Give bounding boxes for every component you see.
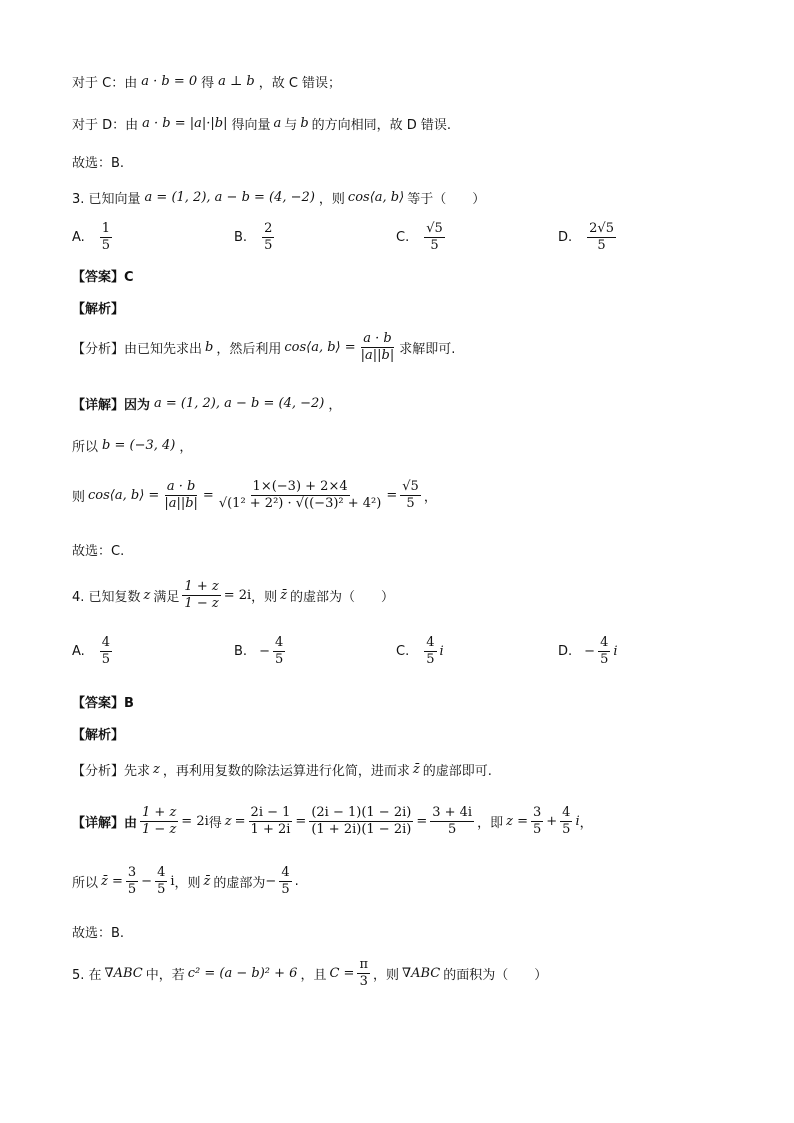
- math-eq: =: [295, 814, 307, 830]
- math-step1-frac: [249, 806, 293, 838]
- frac-den: 5: [264, 238, 273, 254]
- math-frac: [155, 866, 167, 898]
- option-label: B.: [234, 230, 248, 246]
- frac-num: 3: [531, 806, 543, 822]
- text: 的虚部即可.: [422, 764, 492, 779]
- line-choice-b: [72, 152, 124, 171]
- answer-4: [72, 692, 134, 711]
- math-z: z: [153, 762, 160, 777]
- option-fraction: [424, 222, 445, 254]
- text: 得向量: [231, 118, 271, 133]
- math-c-eq: C =: [329, 966, 355, 982]
- math-b-result: b = (−3, 4): [102, 438, 176, 453]
- line-case-c: [72, 72, 341, 91]
- option-label: D.: [558, 644, 573, 660]
- option-b: [234, 636, 396, 668]
- question-3: [72, 188, 485, 207]
- text: 的虚部为: [213, 876, 266, 892]
- frac-num: 2i − 1: [249, 806, 293, 822]
- text: 的方向相同，故 D 错误.: [311, 118, 452, 133]
- text: 的虚部为（ ）: [290, 590, 395, 606]
- frac-den: 5: [562, 822, 571, 838]
- text: 对于 C：由: [72, 76, 138, 91]
- text: 5. 在: [72, 968, 102, 984]
- analysis-heading-4: [72, 724, 124, 743]
- frac-num: π: [357, 958, 370, 974]
- option-sign: −: [259, 644, 270, 660]
- frac-den: 5: [426, 652, 435, 668]
- option-fraction: [100, 222, 112, 254]
- math-triangle: ∇ABC: [104, 966, 143, 982]
- math-c-squared: c² = (a − b)² + 6: [187, 966, 298, 982]
- frac-num: 1: [100, 222, 112, 238]
- option-fraction: [424, 636, 436, 668]
- math-step3-frac: [430, 806, 474, 838]
- analysis-3: [72, 332, 455, 364]
- frac-den: 5: [600, 652, 609, 668]
- math-frac: [279, 866, 291, 898]
- text: ，: [328, 398, 342, 413]
- frac-num: 4: [100, 636, 112, 652]
- text: ，则: [373, 968, 400, 984]
- frac-den: 5: [274, 652, 284, 668]
- frac-num: √5: [424, 222, 445, 238]
- math-zbar: z̄: [412, 762, 420, 777]
- option-d: [558, 636, 720, 668]
- frac-num: 1×(−3) + 2×4: [251, 480, 350, 496]
- text: ，: [423, 490, 437, 506]
- text: 得: [201, 76, 215, 91]
- math-eq: =: [416, 814, 428, 830]
- text: 3. 已知向量: [72, 192, 141, 207]
- frac-num: 4: [279, 866, 291, 882]
- text: ，然后利用: [216, 342, 282, 358]
- option-label: A.: [72, 644, 85, 660]
- option-label: C.: [396, 230, 410, 246]
- text: 所以: [72, 876, 99, 892]
- option-suffix: i: [439, 644, 444, 660]
- math-eq-2i: = 2i: [181, 814, 209, 830]
- math-z: z: [224, 814, 232, 830]
- option-label: A.: [72, 230, 85, 246]
- frac-den: 1 − z: [142, 822, 177, 838]
- option-suffix: i: [613, 644, 618, 660]
- math-q4-frac: [182, 580, 220, 612]
- math-q4-frac: [140, 806, 178, 838]
- text: ，即: [477, 816, 504, 832]
- frac-den: 5: [127, 882, 137, 898]
- option-a: [72, 222, 234, 254]
- frac-num: 3: [126, 866, 138, 882]
- frac-den: |a||b|: [360, 348, 395, 364]
- frac-num: 4: [598, 636, 610, 652]
- option-c: [396, 222, 558, 254]
- option-fraction: [587, 222, 616, 254]
- frac-den: 5: [597, 238, 606, 254]
- detail-3-line3: [72, 480, 437, 512]
- text: 等于（ ）: [407, 192, 486, 207]
- analysis-heading-3: [72, 298, 124, 317]
- question-5: [72, 958, 547, 990]
- frac-num: 2: [262, 222, 274, 238]
- frac-den: 5: [406, 496, 415, 512]
- frac-den: 5: [281, 882, 290, 898]
- option-fraction: [598, 636, 610, 668]
- frac-den: √(1² + 2²) · √((−3)² + 4²): [218, 496, 382, 512]
- frac-den: 5: [101, 238, 111, 254]
- text: 故选：B.: [72, 926, 125, 941]
- math-triangle: ∇ABC: [402, 966, 441, 982]
- text: ，故 C 错误；: [258, 76, 342, 91]
- math-cos-def: cos⟨a, b⟩ =: [284, 340, 356, 356]
- frac-num: 4: [424, 636, 436, 652]
- frac-den: 3: [359, 974, 368, 990]
- text: 与: [284, 118, 298, 133]
- math-ab-dot-zero: a · b = 0: [141, 74, 198, 89]
- frac-num: 4: [273, 636, 285, 652]
- choice-3: [72, 540, 124, 559]
- text: ，则: [318, 192, 345, 207]
- math-a-perp-b: a ⊥ b: [218, 74, 255, 89]
- frac-num: 2√5: [587, 222, 616, 238]
- detail-3-line2: [72, 436, 192, 455]
- option-a: [72, 636, 234, 668]
- frac-num: 1 + z: [140, 806, 178, 822]
- math-b: b: [300, 116, 309, 131]
- text: 【详解】因为: [72, 398, 151, 413]
- text: 满足: [153, 590, 180, 606]
- frac-den: 5: [430, 238, 439, 254]
- text: 【答案】C: [72, 270, 134, 285]
- option-label: C.: [396, 644, 410, 660]
- text: .: [294, 874, 299, 890]
- text: 故选：C.: [72, 544, 125, 559]
- math-pi-over-3: [357, 958, 370, 990]
- text: ，再利用复数的除法运算进行化简，进而求: [162, 764, 410, 779]
- math-eq: =: [386, 488, 398, 504]
- frac-den: 5: [532, 822, 542, 838]
- text: 求解即可.: [399, 342, 456, 358]
- math-cos-frac: [162, 480, 200, 512]
- text: 【详解】由: [72, 816, 138, 832]
- option-d: [558, 222, 720, 254]
- text: 4. 已知复数: [72, 590, 141, 606]
- math-cos-ab: cos⟨a, b⟩: [347, 190, 405, 205]
- frac-num: a · b: [165, 480, 197, 496]
- option-b: [234, 222, 396, 254]
- option-label: D.: [558, 230, 573, 246]
- text: 所以: [72, 440, 99, 455]
- answer-3: [72, 266, 134, 285]
- math-q3-vectors: a = (1, 2), a − b = (4, −2): [144, 190, 315, 205]
- math-ab-eq-abs: a · b = |a|·|b|: [142, 116, 228, 131]
- text: 对于 D：由: [72, 118, 139, 133]
- text: 中，若: [145, 968, 185, 984]
- frac-den: 5: [157, 882, 166, 898]
- text: 【分析】由已知先求出: [72, 342, 203, 358]
- frac-den: |a||b|: [164, 496, 198, 512]
- math-b: b: [205, 340, 214, 356]
- text: 得: [208, 816, 222, 832]
- frac-num: a · b: [361, 332, 393, 348]
- math-eq: =: [202, 488, 214, 504]
- text: 则: [72, 490, 86, 506]
- text: ，且: [300, 968, 327, 984]
- math-calc-frac: [217, 480, 384, 512]
- options-4: [72, 636, 772, 668]
- question-4: [72, 580, 394, 612]
- detail-3-line1: [72, 394, 341, 413]
- text: 【答案】B: [72, 696, 134, 711]
- math-zbar: z̄: [203, 874, 211, 890]
- math-z: z: [143, 588, 151, 604]
- math-eq: =: [234, 814, 246, 830]
- math-frac: [560, 806, 572, 838]
- math-q3-vectors: a = (1, 2), a − b = (4, −2): [154, 396, 325, 411]
- math-result-frac: [400, 480, 421, 512]
- frac-num: 3 + 4i: [430, 806, 474, 822]
- math-cos-def: cos⟨a, b⟩ =: [88, 488, 160, 504]
- option-c: [396, 636, 558, 668]
- choice-4: [72, 922, 124, 941]
- frac-num: √5: [400, 480, 421, 496]
- math-cos-frac: [359, 332, 397, 364]
- frac-num: 4: [155, 866, 167, 882]
- frac-den: 5: [448, 822, 457, 838]
- option-fraction: [100, 636, 112, 668]
- option-fraction: [262, 222, 274, 254]
- options-3: [72, 222, 772, 254]
- text: 【解析】: [72, 302, 125, 317]
- analysis-4: [72, 760, 492, 779]
- frac-num: 4: [560, 806, 572, 822]
- math-z-eq: z =: [506, 814, 528, 830]
- detail-4-line1: 【详解】由 $\frac{1 + z}{1 - z}$ = 2i 得 z = $\frac{2i - 1}{1 + 2i}$ = $\frac{(2i - 1)(1 - 2i)}{(1 + 2i)(1 - 2i)}$ = $\frac{3 + 4i}{5}$ ，即 z = $\frac{3}{5}$ + $\frac{4}{5}$ i ，: [72, 805, 593, 838]
- text: 的面积为（ ）: [443, 968, 548, 984]
- math-minus: −: [265, 874, 277, 890]
- text: ，: [179, 440, 193, 455]
- frac-den: 5: [101, 652, 111, 668]
- math-zbar: z̄: [280, 588, 288, 604]
- frac-den: (1 + 2i)(1 − 2i): [311, 822, 412, 838]
- math-eq-2i: = 2i: [223, 588, 252, 604]
- option-fraction: [273, 636, 285, 668]
- frac-den: 1 + 2i: [250, 822, 291, 838]
- math-frac: [531, 806, 543, 838]
- text: ，则: [251, 590, 278, 606]
- math-zbar-eq: z̄ =: [101, 874, 123, 890]
- detail-4-line2: 所以 z̄ = $\frac{3}{5}$ − $\frac{4}{5}$ i ，则 z̄ 的虚部为 − $\frac{4}{5}$ .: [72, 865, 299, 898]
- frac-num: 1 + z: [182, 580, 220, 596]
- text: ，则: [174, 876, 201, 892]
- text: 【分析】先求: [72, 764, 151, 779]
- line-case-d: [72, 114, 451, 133]
- math-frac: [126, 866, 138, 898]
- option-sign: −: [584, 644, 596, 660]
- frac-num: (2i − 1)(1 − 2i): [309, 806, 413, 822]
- math-step2-frac: [309, 806, 413, 838]
- text: ，: [579, 816, 593, 832]
- frac-den: 1 − z: [184, 596, 219, 612]
- option-label: B.: [234, 644, 248, 660]
- text: 故选：B.: [72, 156, 125, 171]
- text: 【解析】: [72, 728, 125, 743]
- math-a: a: [273, 116, 282, 131]
